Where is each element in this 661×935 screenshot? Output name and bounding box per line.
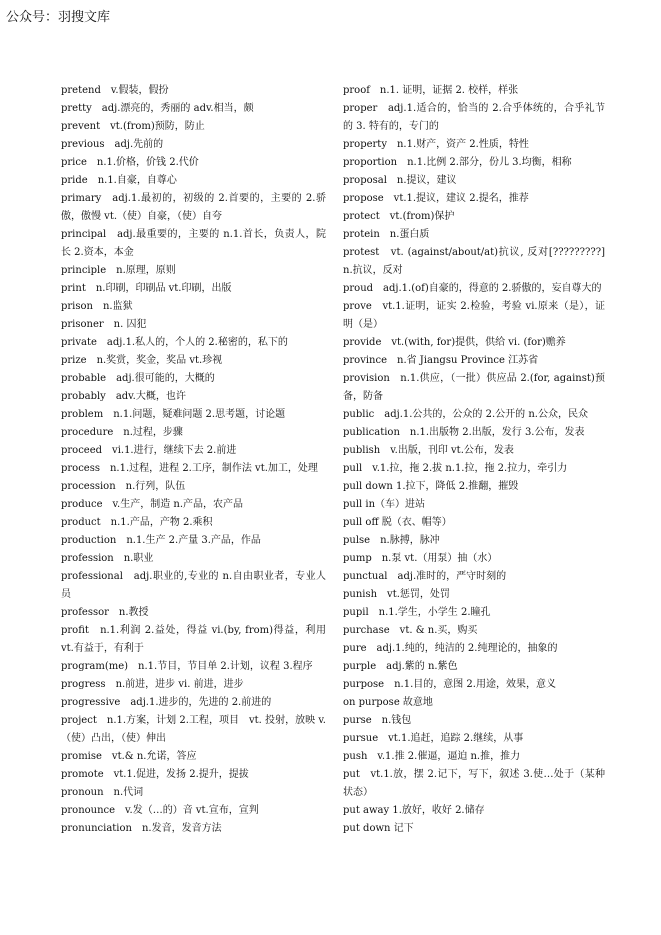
vocab-entry: pupil n.1.学生，小学生 2.瞳孔 (343, 607, 491, 618)
vocab-entry: public adj.1.公共的，公众的 2.公开的 n.公众，民众 (343, 409, 588, 420)
vocab-entry: pump n.泵 vt.（用泵）抽（水） (343, 553, 498, 564)
vocab-entry: private adj.1.私人的，个人的 2.秘密的，私下的 (61, 337, 288, 348)
vocab-entry: produce v.生产，制造 n.产品，农产品 (61, 499, 244, 510)
vocab-entry: purse n.钱包 (343, 715, 412, 726)
vocab-entry: prize n.奖赏，奖金，奖品 vt.珍视 (61, 355, 223, 366)
vocab-entry: prevent vt.(from)预防，防止 (61, 121, 205, 132)
vocab-entry: procedure n.过程，步骤 (61, 427, 183, 438)
vocab-entry: pronounce v.发（…的）音 vt.宣布，宣判 (61, 805, 259, 816)
vocab-entry: prison n.监狱 (61, 301, 133, 312)
vocab-entry: pursue vt.1.追赶，追踪 2.继续，从事 (343, 733, 524, 744)
vocab-entry: put down 记下 (343, 823, 414, 834)
vocab-entry: profit n.1.利润 2.益处，得益 vi.(by, from)得益，利用 vt.有益于，有利于 (61, 625, 326, 654)
vocab-entry: property n.1.财产，资产 2.性质，特性 (343, 139, 529, 150)
vocab-entry: protest vt. (against/about/at)抗议, 反对[?????????] n.抗议，反对 (343, 247, 605, 276)
vocab-entry: punctual adj.准时的，严守时刻的 (343, 571, 507, 582)
vocab-entry: propose vt.1.提议，建议 2.提名，推荐 (343, 193, 529, 204)
vocab-entry: prisoner n. 囚犯 (61, 319, 147, 330)
vocab-entry: product n.1.产品，产物 2.乘积 (61, 517, 213, 528)
vocab-entry: punish vt.惩罚，处罚 (343, 589, 450, 600)
vocab-entry: process n.1.过程，进程 2.工序，制作法 vt.加工，处理 (61, 463, 318, 474)
vocab-entry: pure adj.1.纯的，纯洁的 2.纯理论的，抽象的 (343, 643, 558, 654)
vocab-entry: pull in（车）进站 (343, 499, 426, 510)
vocab-entry: progressive adj.1.进步的，先进的 2.前进的 (61, 697, 272, 708)
vocab-entry: profession n.职业 (61, 553, 154, 564)
vocab-entry: province n.省 Jiangsu Province 江苏省 (343, 355, 539, 366)
vocab-entry: purpose n.1.目的，意图 2.用途，效果，意义 (343, 679, 556, 690)
vocab-entry: pronoun n.代词 (61, 787, 144, 798)
vocab-entry: probable adj.很可能的，大概的 (61, 373, 215, 384)
vocab-entry: publish v.出版，刊印 vt.公布，发表 (343, 445, 514, 456)
vocab-entry: principal adj.最重要的，主要的 n.1.首长，负责人，院长 2.资本，本金 (61, 229, 326, 258)
vocab-entry: proceed vi.1.进行，继续下去 2.前进 (61, 445, 237, 456)
left-column (61, 82, 326, 838)
vocab-entry: primary adj.1.最初的，初级的 2.首要的，主要的 2.骄傲，傲慢 vt.（使）自豪，（使）自夸 (61, 193, 326, 222)
vocab-entry: provide vt.(with, for)提供，供给 vi. (for)赡养 (343, 337, 566, 348)
vocab-entry: pronunciation n.发音，发音方法 (61, 823, 222, 834)
vocab-entry: promise vt.& n.允诺，答应 (61, 751, 197, 762)
page-header: 公众号：羽搜文库 (6, 10, 111, 25)
vocab-entry: proper adj.1.适合的，恰当的 2.合乎体统的，合乎礼节的 3. 特有的，专门的 (343, 103, 605, 132)
vocab-entry: proportion n.1.比例 2.部分，份儿 3.均衡，相称 (343, 157, 572, 168)
vocab-entry: pretty adj.漂亮的，秀丽的 adv.相当，颇 (61, 103, 254, 114)
vocab-entry: professional adj.职业的,专业的 n.自由职业者，专业人员 (61, 571, 326, 600)
vocab-entry: protect vt.(from)保护 (343, 211, 455, 222)
vocab-entry: pulse n.脉搏，脉冲 (343, 535, 440, 546)
vocab-entry: purchase vt. & n.买，购买 (343, 625, 478, 636)
vocab-entry: proud adj.1.(of)自豪的，得意的 2.骄傲的，妄自尊大的 (343, 283, 602, 294)
vocab-entry: pull down 1.拉下，降低 2.推翻，摧毁 (343, 481, 519, 492)
vocab-entry: proof n.1. 证明，证据 2. 校样，样张 (343, 85, 519, 96)
vocab-entry: pride n.1.自豪，自尊心 (61, 175, 177, 186)
vocab-entry: provision n.1.供应，（一批）供应品 2.(for, against)预备，防备 (343, 373, 605, 402)
vocab-entry: progress n.前进，进步 vi. 前进，进步 (61, 679, 244, 690)
vocab-entry: procession n.行列，队伍 (61, 481, 186, 492)
vocab-entry: publication n.1.出版物 2.出版，发行 3.公布，发表 (343, 427, 585, 438)
vocab-entry: on purpose 故意地 (343, 697, 433, 708)
vocab-entry: principle n.原理，原则 (61, 265, 176, 276)
vocab-entry: put away 1.放好，收好 2.储存 (343, 805, 485, 816)
vocab-entry: pull off 脱（衣、帽等） (343, 517, 452, 528)
vocab-entry: prove vt.1.证明，证实 2.检验，考验 vi.原来（是），证明（是） (343, 301, 605, 330)
vocab-entry: push v.1.推 2.催逼，逼迫 n.推，推力 (343, 751, 521, 762)
vocab-entry: purple adj.紫的 n.紫色 (343, 661, 458, 672)
right-column (343, 82, 605, 838)
vocab-entry: production n.1.生产 2.产量 3.产品，作品 (61, 535, 261, 546)
vocab-entry: promote vt.1.促进，发扬 2.提升，提拔 (61, 769, 249, 780)
vocab-entry: price n.1.价格，价钱 2.代价 (61, 157, 199, 168)
vocab-entry: print n.印刷，印刷品 vt.印刷，出版 (61, 283, 232, 294)
vocab-entry: program(me) n.1.节目，节目单 2.计划，议程 3.程序 (61, 661, 313, 672)
vocab-entry: professor n.教授 (61, 607, 149, 618)
vocab-entry: protein n.蛋白质 (343, 229, 430, 240)
vocab-entry: pretend v.假装，假扮 (61, 85, 169, 96)
vocab-entry: proposal n.提议，建议 (343, 175, 457, 186)
vocab-entry: probably adv.大概，也许 (61, 391, 186, 402)
vocab-entry: problem n.1.问题，疑难问题 2.思考题，讨论题 (61, 409, 286, 420)
vocab-entry: pull v.1.拉，拖 2.拔 n.1.拉，拖 2.拉力，牵引力 (343, 463, 568, 474)
vocab-entry: previous adj.先前的 (61, 139, 164, 150)
vocab-entry: project n.1.方案，计划 2.工程，项目 vt. 投射，放映 v.（使）凸出，（使）伸出 (61, 715, 326, 744)
vocab-entry: put vt.1.放，摆 2.记下，写下，叙述 3.使…处于（某种状态） (343, 769, 605, 798)
